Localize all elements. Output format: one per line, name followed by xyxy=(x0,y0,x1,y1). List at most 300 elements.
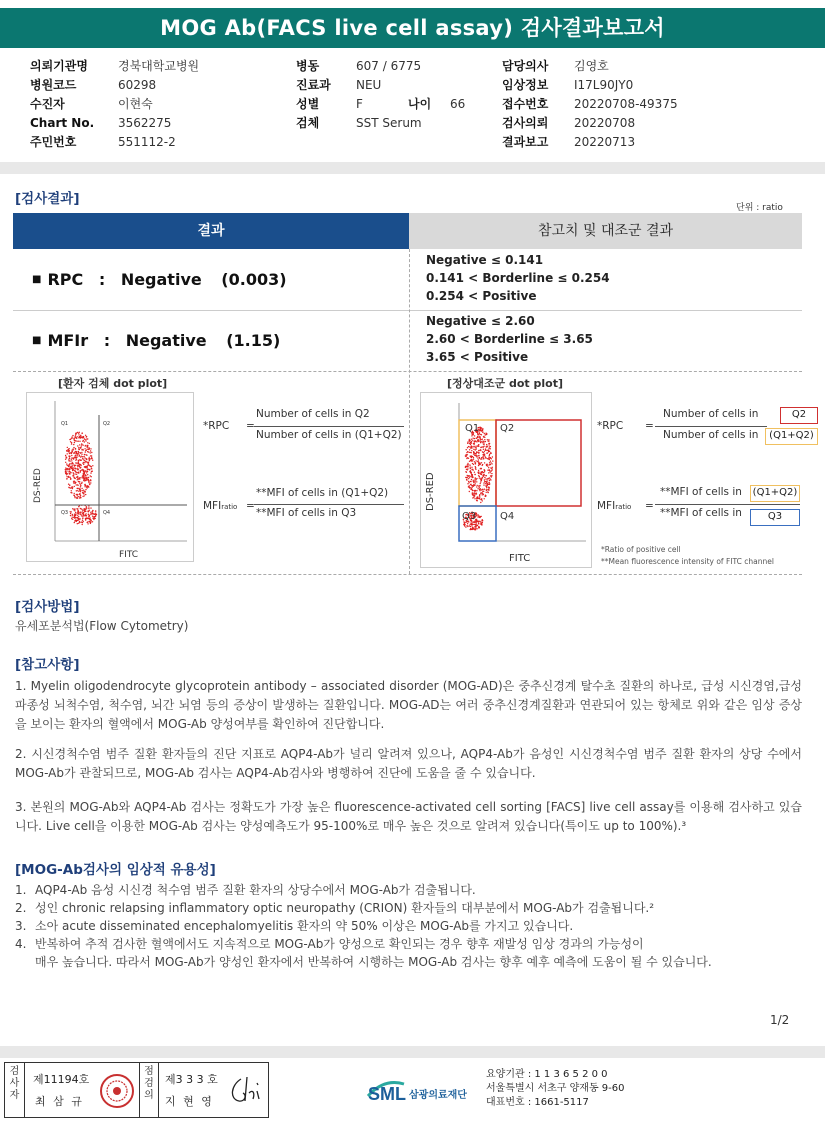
dot xyxy=(85,475,86,476)
dot xyxy=(88,464,89,465)
dot xyxy=(471,467,472,468)
dot xyxy=(80,471,81,472)
dot xyxy=(479,521,480,522)
clinical-heading: [MOG-Ab검사의 임상적 유용성] xyxy=(15,862,216,878)
handwritten-signature xyxy=(227,1071,267,1107)
dot xyxy=(70,439,71,440)
dot xyxy=(81,443,82,444)
dot xyxy=(80,470,81,471)
dot xyxy=(484,451,485,452)
dot xyxy=(71,463,72,464)
rpc-formula-label: *RPC xyxy=(203,420,230,432)
dot xyxy=(472,522,473,523)
dot xyxy=(475,492,476,493)
dot xyxy=(489,455,490,456)
dot xyxy=(473,449,474,450)
dot xyxy=(90,479,91,480)
mfi-denominator: **MFI of cells in Q3 xyxy=(256,507,357,519)
dot xyxy=(485,458,486,459)
dot xyxy=(481,430,482,431)
dot xyxy=(82,496,83,497)
control-plot-title: [정상대조군 dot plot] xyxy=(447,377,563,390)
dot xyxy=(473,458,474,459)
dot xyxy=(75,462,76,463)
dot xyxy=(487,483,488,484)
logo-text: SML xyxy=(368,1084,406,1104)
dot xyxy=(87,511,88,512)
dot xyxy=(477,525,478,526)
dot xyxy=(81,477,82,478)
dot xyxy=(77,520,78,521)
dot xyxy=(484,437,485,438)
dot xyxy=(476,522,477,523)
dot xyxy=(69,456,70,457)
fraction-line xyxy=(655,426,767,427)
dot xyxy=(475,469,476,470)
dot xyxy=(68,451,69,452)
dot xyxy=(466,477,467,478)
dot xyxy=(489,480,490,481)
dot xyxy=(486,487,487,488)
dot xyxy=(474,495,475,496)
dot xyxy=(485,441,486,442)
mfir-sep: : xyxy=(103,331,111,350)
dot xyxy=(484,481,485,482)
dot xyxy=(479,498,480,499)
dot xyxy=(92,513,93,514)
dot xyxy=(492,456,493,457)
dot xyxy=(474,453,475,454)
dot xyxy=(85,451,86,452)
dot xyxy=(68,460,69,461)
dot xyxy=(78,433,79,434)
q2-label: Q2 xyxy=(103,421,111,427)
note-paragraph-3: 3. 본원의 MOG-Ab와 AQP4-Ab 검사는 정확도가 가장 높은 fluorescence-activated cell sorting [FACS] live cell assay를 이용해 검사하고 있습니다. Live cell을 이용한 MOG-Ab 검사는 양성예측도가 95-100%로 매우 높은 것으로 알려져 있습니다(특이도 up to 100%).³ xyxy=(15,800,802,833)
dot xyxy=(87,442,88,443)
dot xyxy=(80,486,81,487)
dot xyxy=(478,464,479,465)
mfir-ref-borderline: 2.60 < Borderline ≤ 3.65 xyxy=(426,332,593,346)
dot xyxy=(84,456,85,457)
dot xyxy=(474,524,475,525)
dot xyxy=(466,458,467,459)
dot xyxy=(85,489,86,490)
dot xyxy=(467,483,468,484)
dot xyxy=(76,457,77,458)
dot xyxy=(474,441,475,442)
dot xyxy=(465,456,466,457)
dot xyxy=(479,436,480,437)
tester-label: 검 사 자 xyxy=(9,1066,20,1101)
dot xyxy=(489,464,490,465)
dot xyxy=(66,478,67,479)
dot xyxy=(475,463,476,464)
dot xyxy=(71,443,72,444)
y-axis-label: DS-RED xyxy=(33,468,43,503)
dot xyxy=(85,509,86,510)
q3-label: Q3 xyxy=(61,510,69,516)
q3-label: Q3 xyxy=(462,511,477,522)
dot xyxy=(468,482,469,483)
dot xyxy=(479,487,480,488)
dot xyxy=(66,463,67,464)
dot xyxy=(84,480,85,481)
dot xyxy=(92,510,93,511)
dot xyxy=(92,471,93,472)
value-specimen: SST Serum xyxy=(356,115,422,130)
dot xyxy=(85,467,86,468)
dot xyxy=(65,473,66,474)
dot xyxy=(81,454,82,455)
dot xyxy=(477,520,478,521)
dot xyxy=(71,490,72,491)
fraction-line xyxy=(254,504,404,505)
dot xyxy=(69,453,70,454)
dot xyxy=(75,457,76,458)
dot xyxy=(78,434,79,435)
dot xyxy=(80,459,81,460)
dot xyxy=(473,486,474,487)
dot xyxy=(75,468,76,469)
separator-top xyxy=(0,162,825,174)
label-request-date: 검사의뢰 xyxy=(502,116,549,130)
dot xyxy=(479,485,480,486)
dot xyxy=(469,440,470,441)
dot xyxy=(88,479,89,480)
dot xyxy=(490,464,491,465)
dot xyxy=(484,470,485,471)
dot xyxy=(482,442,483,443)
dot xyxy=(83,477,84,478)
dot xyxy=(471,452,472,453)
patient-plot-title: [환자 검체 dot plot] xyxy=(58,377,168,390)
dot xyxy=(75,440,76,441)
dot xyxy=(469,446,470,447)
q2-label: Q2 xyxy=(500,423,515,434)
dot xyxy=(471,435,472,436)
dot xyxy=(489,457,490,458)
dot xyxy=(473,457,474,458)
dot xyxy=(66,470,67,471)
dot xyxy=(484,498,485,499)
dot xyxy=(485,485,486,486)
divider xyxy=(13,371,802,372)
dot xyxy=(489,446,490,447)
dot xyxy=(465,466,466,467)
dot xyxy=(82,458,83,459)
dot xyxy=(467,441,468,442)
divider xyxy=(13,574,802,575)
dot xyxy=(75,515,76,516)
dot xyxy=(489,487,490,488)
dot xyxy=(69,463,70,464)
rpc-sep: : xyxy=(98,270,106,289)
dot xyxy=(84,448,85,449)
dot xyxy=(470,481,471,482)
dot xyxy=(77,465,78,466)
ctrl-mfi-numerator: **MFI of cells in xyxy=(660,486,742,498)
mfi-label: MFI xyxy=(597,500,616,512)
dot xyxy=(480,449,481,450)
dot xyxy=(478,444,479,445)
fraction-line xyxy=(655,504,800,505)
dot xyxy=(477,498,478,499)
dot xyxy=(482,456,483,457)
divider xyxy=(409,249,410,574)
dot xyxy=(481,441,482,442)
dot xyxy=(88,477,89,478)
dot xyxy=(88,480,89,481)
dot xyxy=(487,439,488,440)
dot xyxy=(492,467,493,468)
dot xyxy=(71,460,72,461)
dot xyxy=(478,455,479,456)
dot xyxy=(490,462,491,463)
fraction-line xyxy=(254,426,404,427)
dot xyxy=(491,476,492,477)
dot xyxy=(80,447,81,448)
mfi-subscript: ratio xyxy=(221,503,238,511)
dot xyxy=(475,460,476,461)
list-item-continuation: 매우 높습니다. 따라서 MOG-Ab가 양성인 환자에서 반복하여 시행하는 MOG-Ab 검사는 향후 예후 예측에 도움이 될 수 있습니다. xyxy=(35,955,712,969)
dot xyxy=(73,467,74,468)
dot xyxy=(67,468,68,469)
dot xyxy=(68,468,69,469)
dot xyxy=(74,497,75,498)
dot xyxy=(74,493,75,494)
dot xyxy=(80,464,81,465)
dot xyxy=(90,513,91,514)
dot xyxy=(82,441,83,442)
dot xyxy=(78,460,79,461)
dot xyxy=(74,514,75,515)
dot xyxy=(87,445,88,446)
dot xyxy=(470,489,471,490)
dot xyxy=(468,478,469,479)
dot xyxy=(85,484,86,485)
dot xyxy=(77,476,78,477)
dot xyxy=(83,512,84,513)
dot xyxy=(95,513,96,514)
dot xyxy=(80,453,81,454)
rpc-ref-positive: 0.254 < Positive xyxy=(426,289,537,303)
dot xyxy=(481,462,482,463)
patient-dot-plot xyxy=(26,392,194,562)
dot xyxy=(91,455,92,456)
dot xyxy=(477,516,478,517)
dot xyxy=(470,526,471,527)
dot xyxy=(72,517,73,518)
dot xyxy=(85,435,86,436)
dot xyxy=(476,481,477,482)
separator-bottom xyxy=(0,1046,825,1058)
dot xyxy=(85,491,86,492)
dot xyxy=(474,474,475,475)
dot xyxy=(73,475,74,476)
dot xyxy=(468,481,469,482)
dot xyxy=(479,490,480,491)
dot xyxy=(78,477,79,478)
dot xyxy=(484,433,485,434)
rpc-ref-borderline: 0.141 < Borderline ≤ 0.254 xyxy=(426,271,610,285)
dot xyxy=(470,468,471,469)
dot xyxy=(78,511,79,512)
dot xyxy=(90,450,91,451)
dot xyxy=(90,520,91,521)
dot xyxy=(482,475,483,476)
dot xyxy=(484,462,485,463)
dot xyxy=(484,471,485,472)
dot xyxy=(471,485,472,486)
dot xyxy=(488,448,489,449)
dot xyxy=(78,506,79,507)
dot xyxy=(83,473,84,474)
mfir-number: (1.15) xyxy=(226,331,281,350)
dot xyxy=(475,527,476,528)
list-item: 2. 성인 chronic relapsing inflammatory optic neuropathy (CRION) 환자들의 대부분에서 MOG-Ab가 검출됩니다.² xyxy=(15,901,655,915)
dot xyxy=(470,529,471,530)
dot xyxy=(69,487,70,488)
dot xyxy=(487,452,488,453)
dot xyxy=(479,495,480,496)
dot xyxy=(472,490,473,491)
label-ward: 병동 xyxy=(296,59,320,73)
dot xyxy=(72,463,73,464)
dot xyxy=(81,521,82,522)
q1-label: Q1 xyxy=(465,423,480,434)
dot xyxy=(86,471,87,472)
dot xyxy=(73,495,74,496)
dot xyxy=(473,496,474,497)
dot xyxy=(82,470,83,471)
dot xyxy=(65,462,66,463)
dot xyxy=(481,458,482,459)
dot xyxy=(74,456,75,457)
dot xyxy=(477,496,478,497)
dot xyxy=(78,447,79,448)
dot xyxy=(89,521,90,522)
mfir-value: Negative xyxy=(125,331,207,350)
list-item: 4. 반복하여 추적 검사한 혈액에서도 지속적으로 MOG-Ab가 양성으로 확인되는 경우 향후 재발성 임상 경과의 가능성이 xyxy=(15,937,644,951)
dot xyxy=(481,447,482,448)
value-doctor: 김영호 xyxy=(574,59,609,73)
dot xyxy=(74,451,75,452)
dot xyxy=(73,447,74,448)
dot xyxy=(475,529,476,530)
dot xyxy=(75,433,76,434)
label-department: 진료과 xyxy=(296,78,331,92)
checker-label: 점 검 의 xyxy=(144,1066,154,1101)
dot xyxy=(474,446,475,447)
label-resident-no: 주민번호 xyxy=(30,135,77,149)
org-name: 삼광의료재단 xyxy=(409,1090,467,1101)
dot xyxy=(82,432,83,433)
value-chart-no: 3562275 xyxy=(118,115,172,130)
label-report-date: 결과보고 xyxy=(502,135,549,149)
label-clinical-info: 임상정보 xyxy=(502,78,549,92)
dot xyxy=(87,449,88,450)
dot xyxy=(88,486,89,487)
dot xyxy=(471,446,472,447)
value-department: NEU xyxy=(356,77,382,92)
mfir-result: ■ MFIr : Negative (1.15) xyxy=(32,331,281,350)
dot xyxy=(479,458,480,459)
dot xyxy=(78,441,79,442)
dot xyxy=(73,517,74,518)
dot xyxy=(77,484,78,485)
dot xyxy=(90,466,91,467)
dot xyxy=(478,437,479,438)
dot xyxy=(479,489,480,490)
rpc-ref-negative: Negative ≤ 0.141 xyxy=(426,253,544,267)
dot xyxy=(92,516,93,517)
dot xyxy=(476,528,477,529)
dot xyxy=(71,442,72,443)
dot xyxy=(474,435,475,436)
dot xyxy=(73,472,74,473)
dot xyxy=(82,475,83,476)
dot xyxy=(77,466,78,467)
dot xyxy=(79,466,80,467)
value-receipt-no: 20220708-49375 xyxy=(574,96,678,111)
dot xyxy=(85,494,86,495)
dot xyxy=(490,448,491,449)
dot xyxy=(74,518,75,519)
dot xyxy=(81,452,82,453)
dot xyxy=(94,516,95,517)
dot xyxy=(81,515,82,516)
dot xyxy=(475,468,476,469)
dot xyxy=(468,452,469,453)
q1-label: Q1 xyxy=(61,421,69,427)
list-item: 3. 소아 acute disseminated encephalomyelitis 환자의 약 50% 이상은 MOG-Ab를 가지고 있습니다. xyxy=(15,919,574,933)
dot xyxy=(87,451,88,452)
dot xyxy=(480,481,481,482)
label-patient: 수진자 xyxy=(30,97,65,111)
dot xyxy=(82,456,83,457)
dot xyxy=(86,518,87,519)
dot xyxy=(91,476,92,477)
dot xyxy=(468,486,469,487)
dot xyxy=(76,437,77,438)
dot xyxy=(72,451,73,452)
dot xyxy=(89,517,90,518)
control-dot-plot xyxy=(420,392,592,568)
patient-info-col1 xyxy=(30,56,199,151)
dot xyxy=(79,455,80,456)
dot xyxy=(81,488,82,489)
dot xyxy=(475,466,476,467)
dot xyxy=(483,494,484,495)
dot xyxy=(79,441,80,442)
dot xyxy=(466,472,467,473)
dot xyxy=(476,486,477,487)
dot xyxy=(81,482,82,483)
method-heading: [검사방법] xyxy=(15,599,80,615)
sml-logo-icon xyxy=(366,1072,476,1108)
dot xyxy=(478,472,479,473)
tester-vertical-label xyxy=(5,1063,25,1117)
dot xyxy=(84,441,85,442)
dot xyxy=(483,458,484,459)
dot xyxy=(489,477,490,478)
dot xyxy=(486,465,487,466)
dot xyxy=(467,447,468,448)
mfi-formula-label xyxy=(203,500,237,512)
dot xyxy=(86,515,87,516)
dot xyxy=(81,449,82,450)
dot xyxy=(484,489,485,490)
